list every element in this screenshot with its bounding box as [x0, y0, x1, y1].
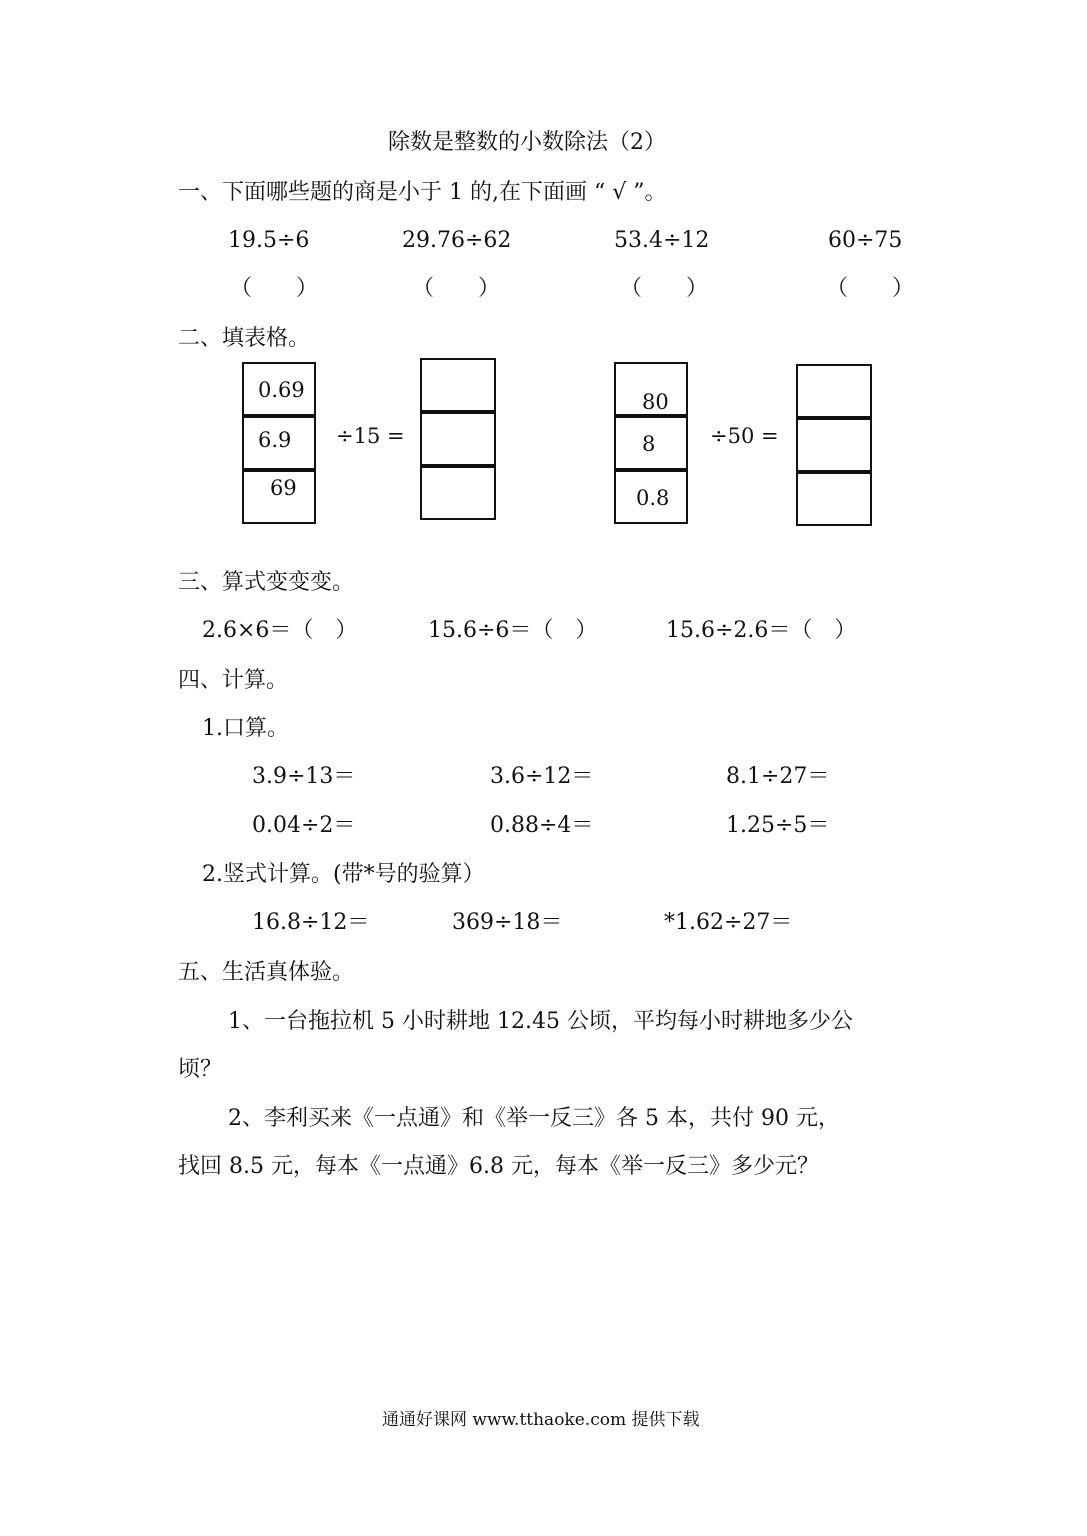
oral-calc-item: 0.88÷4＝	[490, 813, 594, 838]
section3-heading: 三、算式变变变。	[178, 570, 355, 595]
oral-calc-item: 1.25÷5＝	[726, 813, 830, 838]
section2-heading: 二、填表格。	[178, 326, 311, 351]
word-problem-2-line1: 2、李利买来《一点通》和《举一反三》各 5 本，共付 90 元，	[228, 1106, 840, 1131]
oral-calc-item: 3.9÷13＝	[252, 764, 356, 789]
word-problem-1-line1: 1、一台拖拉机 5 小时耕地 12.45 公顷，平均每小时耕地多少公	[228, 1009, 853, 1034]
oral-calc-item: 3.6÷12＝	[490, 764, 594, 789]
vertical-calc-item: 16.8÷12＝	[252, 910, 370, 935]
given-cell: 6.9	[242, 416, 316, 470]
answer-cell[interactable]	[420, 358, 496, 412]
word-problem-1-line2: 顷？	[178, 1057, 223, 1082]
vertical-calc-item: 369÷18＝	[452, 910, 563, 935]
answer-blank-2[interactable]: （ ）	[412, 276, 501, 301]
section5-heading: 五、生活真体验。	[178, 960, 355, 985]
answer-cell[interactable]	[796, 364, 872, 418]
given-cell: 0.69	[242, 362, 316, 416]
given-cell: 80	[614, 362, 688, 416]
answer-cell[interactable]	[796, 418, 872, 472]
oral-calc-item: 8.1÷27＝	[726, 764, 830, 789]
answer-blank-4[interactable]: （ ）	[826, 276, 915, 301]
answer-cell[interactable]	[796, 472, 872, 526]
section1-item-3: 53.4÷12	[614, 228, 710, 253]
given-cell: 69	[242, 470, 316, 524]
divide-by-50-operator: ÷50 =	[710, 424, 779, 448]
answer-cell[interactable]	[420, 466, 496, 520]
section1-item-4: 60÷75	[828, 228, 903, 253]
vertical-calc-heading: 2.竖式计算。(带*号的验算）	[202, 862, 485, 887]
answer-blank-3[interactable]: （ ）	[620, 276, 709, 301]
oral-calc-heading: 1.口算。	[202, 716, 289, 741]
divide-by-15-operator: ÷15 =	[336, 424, 405, 448]
word-problem-2-line2: 找回 8.5 元，每本《一点通》6.8 元，每本《举一反三》多少元？	[178, 1154, 819, 1179]
section3-item-3: 15.6÷2.6＝（ ）	[666, 618, 857, 643]
page-title: 除数是整数的小数除法（2）	[388, 130, 666, 155]
section1-item-1: 19.5÷6	[228, 228, 310, 253]
section1-heading: 一、下面哪些题的商是小于 1 的,在下面画 “ √ ”。	[178, 180, 667, 205]
section4-heading: 四、计算。	[178, 668, 289, 693]
answer-cell[interactable]	[420, 412, 496, 466]
answer-blank-1[interactable]: （ ）	[230, 276, 319, 301]
given-cell: 8	[614, 416, 688, 470]
section3-item-2: 15.6÷6＝（ ）	[428, 618, 598, 643]
oral-calc-item: 0.04÷2＝	[252, 813, 356, 838]
footer-credit: 通通好课网 www.tthaoke.com 提供下载	[382, 1410, 700, 1430]
given-cell: 0.8	[614, 470, 688, 524]
vertical-calc-item: *1.62÷27＝	[664, 910, 793, 935]
section1-item-2: 29.76÷62	[402, 228, 512, 253]
section3-item-1: 2.6×6＝（ ）	[202, 618, 358, 643]
